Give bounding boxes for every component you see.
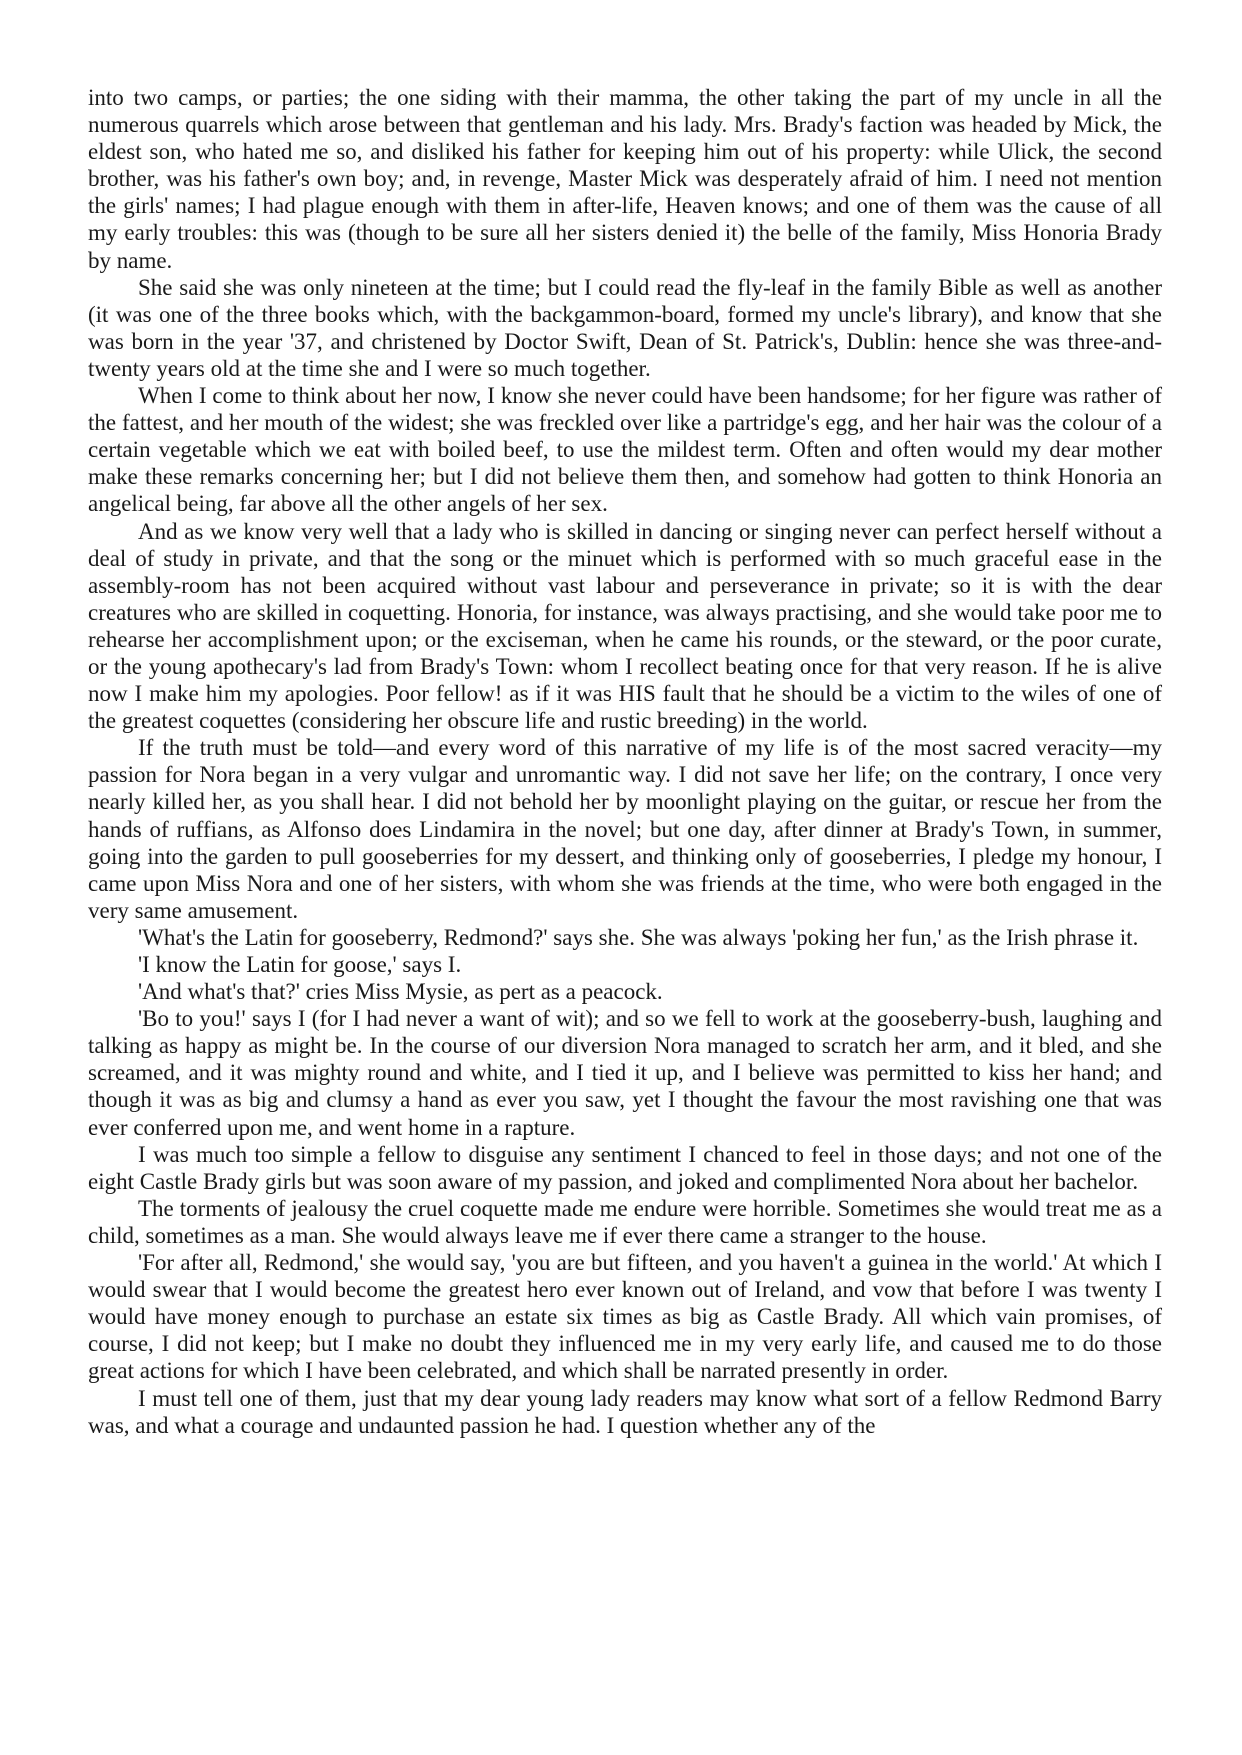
paragraph: 'And what's that?' cries Miss Mysie, as pert as a peacock.: [138, 979, 663, 1005]
document-page: [88, 84, 1162, 1439]
paragraph: I was much too simple a fellow to disguise any sentiment I chanced to feel in those days; and not one of the eight Castle Brady girls but was soon aware of my passion, and joked and complimented Nora about her bachelor.: [88, 1141, 1162, 1194]
paragraph: 'What's the Latin for gooseberry, Redmond?' says she. She was always 'poking her fun,' as the Irish phrase it.: [138, 924, 1139, 950]
paragraph: 'I know the Latin for goose,' says I.: [138, 952, 462, 977]
paragraph: 'Bo to you!' says I (for I had never a want of wit); and so we fell to work at the gooseberry-bush, laughing and talking as happy as might be. In the course of our diversion Nora managed to scratch her arm, and it bled, and she screamed, and it was mighty round and white, and I tied it up, and I believe was permitted to kiss her hand; and though it was as big and clumsy a hand as ever you saw, yet I thought the favour the most ravishing one that was ever conferred upon me, and went home in a rapture.: [88, 1006, 1162, 1140]
paragraph: 'For after all, Redmond,' she would say, 'you are but fifteen, and you haven't a guinea in the world.' At which I would swear that I would become the greatest hero ever known out of Ireland, and vow that before I was twenty I would have money enough to purchase an estate six times as big as Castle Brady. All which vain promises, of course, I did not keep; but I make no doubt they influenced me in my very early life, and caused me to do those great actions for which I have been celebrated, and which shall be narrated presently in order.: [88, 1250, 1162, 1384]
paragraph: The torments of jealousy the cruel coquette made me endure were horrible. Sometimes she would treat me as a child, sometimes as a man. She would always leave me if ever there came a stranger to the house.: [88, 1195, 1162, 1248]
paragraph: She said she was only nineteen at the time; but I could read the fly-leaf in the family Bible as well as another (it was one of the three books which, with the backgammon-board, formed my uncle's library), and know that she was born in the year '37, and christened by Doctor Swift, Dean of St. Patrick's, Dublin: hence she was three-and-twenty years old at the time she and I were so much together.: [88, 274, 1162, 381]
paragraph: into two camps, or parties; the one siding with their mamma, the other taking the part of my uncle in all the numerous quarrels which arose between that gentleman and his lady. Mrs. Brady's faction was headed by Mick, the eldest son, who hated me so, and disliked his father for keeping him out of his property: while Ulick, the second brother, was his father's own boy; and, in revenge, Master Mick was desperately afraid of him. I need not mention the girls' names; I had plague enough with them in after-life, Heaven knows; and one of them was the cause of all my early troubles: this was (though to be sure all her sisters denied it) the belle of the family, Miss Honoria Brady by name.: [88, 85, 1162, 273]
paragraph: If the truth must be told—and every word of this narrative of my life is of the most sacred veracity—my passion for Nora began in a very vulgar and unromantic way. I did not save her life; on the contrary, I once very nearly killed her, as you shall hear. I did not behold her by moonlight playing on the guitar, or rescue her from the hands of ruffians, as Alfonso does Lindamira in the novel; but one day, after dinner at Brady's Town, in summer, going into the garden to pull gooseberries for my dessert, and thinking only of gooseberries, I pledge my honour, I came upon Miss Nora and one of her sisters, with whom she was friends at the time, who were both engaged in the very same amusement.: [88, 735, 1162, 923]
paragraph: I must tell one of them, just that my dear young lady readers may know what sort of a fellow Redmond Barry was, and what a courage and undaunted passion he had. I question whether any of the: [88, 1385, 1162, 1438]
paragraph: When I come to think about her now, I know she never could have been handsome; for her figure was rather of the fattest, and her mouth of the widest; she was freckled over like a partridge's egg, and her hair was the colour of a certain vegetable which we eat with boiled beef, to use the mildest term. Often and often would my dear mother make these remarks concerning her; but I did not believe them then, and somehow had gotten to think Honoria an angelical being, far above all the other angels of her sex.: [88, 383, 1162, 517]
paragraph: And as we know very well that a lady who is skilled in dancing or singing never can perfect herself without a deal of study in private, and that the song or the minuet which is performed with so much graceful ease in the assembly-room has not been acquired without vast labour and perseverance in private; so it is with the dear creatures who are skilled in coquetting. Honoria, for instance, was always practising, and she would take poor me to rehearse her accomplishment upon; or the exciseman, when he came his rounds, or the steward, or the poor curate, or the young apothecary's lad from Brady's Town: whom I recollect beating once for that very reason. If he is alive now I make him my apologies. Poor fellow! as if it was HIS fault that he should be a victim to the wiles of one of the greatest coquettes (considering her obscure life and rustic breeding) in the world.: [88, 518, 1162, 734]
